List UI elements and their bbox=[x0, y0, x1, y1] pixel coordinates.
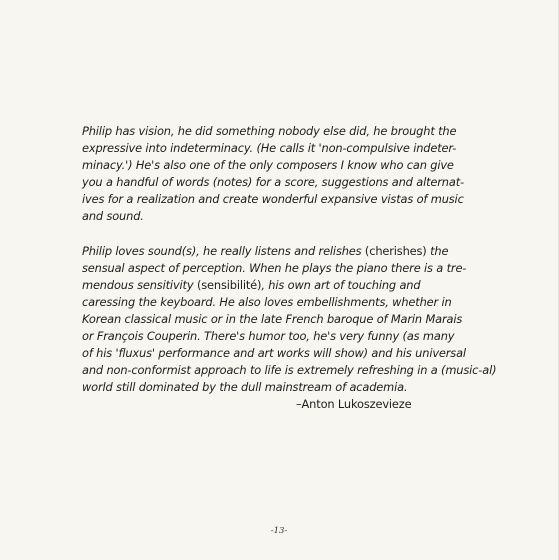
text-line: caressing the keyboard. He also loves embellishments, whether in bbox=[82, 295, 452, 309]
text-run: mendous sensitivity bbox=[82, 278, 197, 292]
text-line: world still dominated by the dull mainstream of academia. bbox=[82, 380, 408, 394]
text-line: expressive into indeterminacy. (He calls it 'non-compulsive indeter- bbox=[82, 141, 457, 155]
text-line: of his 'fluxus' performance and art works will show) and his universal bbox=[82, 346, 466, 360]
text-line: Korean classical music or in the late French baroque of Marin Marais bbox=[82, 312, 463, 326]
text-line: you a handful of words (notes) for a score, suggestions and alternat- bbox=[82, 175, 464, 189]
text-line bbox=[82, 243, 482, 260]
essay-text bbox=[82, 123, 497, 413]
text-line: minacy.') He's also one of the only composers I know who can give bbox=[82, 158, 454, 172]
text-line: and sound. bbox=[82, 209, 144, 223]
text-line: Philip has vision, he did something nobody else did, he brought the bbox=[82, 124, 457, 138]
text-run: , his own art of touching and bbox=[261, 278, 421, 292]
text-line bbox=[82, 277, 482, 294]
paragraph-gap bbox=[82, 225, 482, 243]
paragraph-1 bbox=[82, 123, 482, 225]
upright-run: (sensibilité) bbox=[196, 278, 262, 292]
text-run: the bbox=[426, 244, 449, 258]
text-line: or François Couperin. There's humor too, he's very funny (as many bbox=[82, 329, 455, 343]
text-run: Philip loves sound(s), he really listens and relishes bbox=[82, 244, 365, 258]
text-line: sensual aspect of perception. When he plays the piano there is a tre- bbox=[82, 261, 467, 275]
text-line: ives for a realization and create wonderful expansive vistas of music bbox=[82, 192, 464, 206]
author-signature: –Anton Lukoszevieze bbox=[296, 397, 412, 411]
paragraph-2 bbox=[82, 243, 497, 396]
upright-run: (cherishes) bbox=[364, 244, 427, 258]
page-number: -13- bbox=[270, 526, 288, 536]
text-line: and non-conformist approach to life is extremely refreshing in a (music-al) bbox=[82, 363, 497, 377]
